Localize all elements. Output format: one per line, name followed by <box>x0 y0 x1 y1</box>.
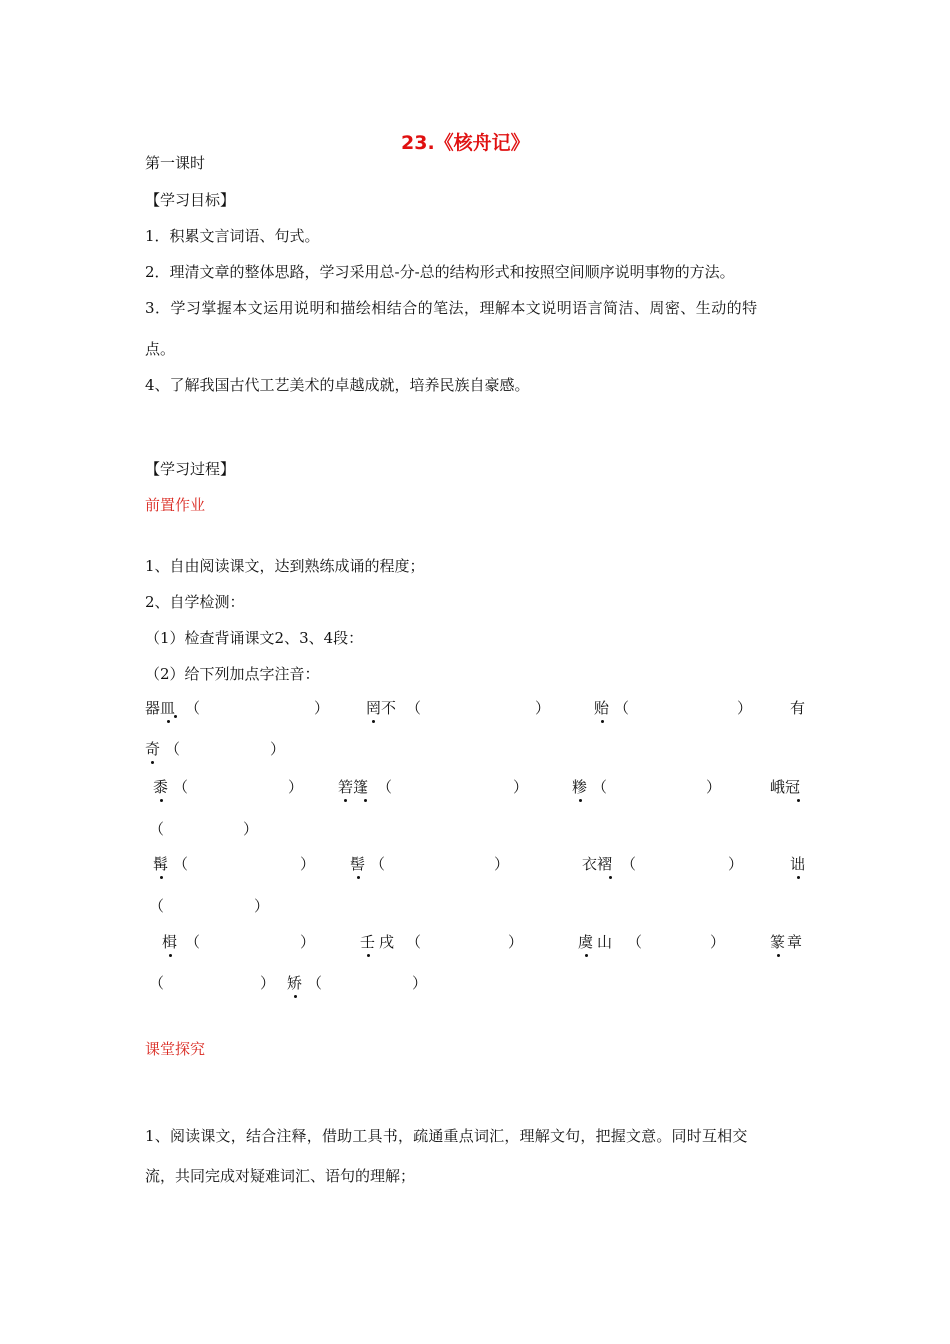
blank-open: （ <box>173 855 189 873</box>
emphasis-dot <box>777 954 780 957</box>
goal-item: 4、了解我国古代工艺美术的卓越成就，培养民族自豪感。 <box>145 376 530 394</box>
emphasis-dot <box>169 954 172 957</box>
blank-open: （ <box>149 897 165 915</box>
blank-open: （ <box>149 820 165 838</box>
pinyin-word: 矫 <box>287 974 303 992</box>
pinyin-word: 奇 <box>145 740 161 758</box>
emphasis-dot <box>357 876 360 879</box>
blank-close: ） <box>513 778 529 796</box>
blank-close: ） <box>412 974 428 992</box>
emphasis-dot <box>601 720 604 723</box>
pinyin-word: 峨冠 <box>770 778 801 796</box>
class-item: 流，共同完成对疑难词汇、语句的理解； <box>145 1167 416 1185</box>
goal-item: 3．学习掌握本文运用说明和描绘相结合的笔法，理解本文说明语言简洁、周密、生动的特 <box>145 299 758 317</box>
blank-open: （ <box>621 855 637 873</box>
pinyin-word: 楫 <box>162 933 178 951</box>
blank-close: ） <box>737 699 753 717</box>
emphasis-dot <box>579 799 582 802</box>
goal-item: 1．积累文言词语、句式。 <box>145 227 320 245</box>
blank-open: （ <box>614 699 630 717</box>
blank-open: （ <box>627 933 643 951</box>
emphasis-dot <box>367 954 370 957</box>
emphasis-dot <box>151 761 154 764</box>
pinyin-word: 诎 <box>790 855 806 873</box>
blank-open: （ <box>149 974 165 992</box>
process-heading: 【学习过程】 <box>145 460 236 478</box>
emphasis-dot <box>797 799 800 802</box>
pinyin-word: 髻 <box>350 855 366 873</box>
emphasis-dot <box>160 799 163 802</box>
pinyin-word: 虞山 <box>578 933 617 951</box>
pinyin-word: 贻 <box>594 699 610 717</box>
preview-item: （2）给下列加点字注音： <box>145 665 320 683</box>
lesson-label: 第一课时 <box>145 154 206 172</box>
blank-close: ） <box>300 855 316 873</box>
blank-close: ） <box>710 933 726 951</box>
pinyin-word: 衣褶 <box>582 855 613 873</box>
preview-item: 1、自由阅读课文，达到熟练成诵的程度； <box>145 557 425 575</box>
blank-close: ） <box>270 740 286 758</box>
blank-close: ） <box>728 855 744 873</box>
pinyin-word: 器皿 <box>145 699 176 717</box>
document-title: 23.《核舟记》 <box>401 132 530 154</box>
blank-open: （ <box>307 974 323 992</box>
pinyin-word: 箬篷 <box>338 778 369 796</box>
blank-close: ） <box>706 778 722 796</box>
blank-close: ） <box>243 820 259 838</box>
goal-item: 点。 <box>145 340 176 358</box>
blank-close: ） <box>535 699 551 717</box>
pinyin-word: 壬戌 <box>360 933 399 951</box>
emphasis-dot <box>167 720 170 723</box>
blank-close: ） <box>254 897 270 915</box>
blank-close: ） <box>314 699 330 717</box>
preview-heading: 前置作业 <box>145 496 206 514</box>
emphasis-dot <box>160 876 163 879</box>
emphasis-dot <box>344 799 347 802</box>
pinyin-word: 有 <box>790 699 806 717</box>
class-item: 1、阅读课文，结合注释，借助工具书，疏通重点词汇，理解文句，把握文意。同时互相交 <box>145 1127 748 1145</box>
goals-heading: 【学习目标】 <box>145 191 236 209</box>
goal-item: 2．理清文章的整体思路，学习采用总-分-总的结构形式和按照空间顺序说明事物的方法。 <box>145 263 735 281</box>
pinyin-word: 髯 <box>153 855 169 873</box>
emphasis-dot <box>294 995 297 998</box>
blank-open: （ <box>185 699 201 717</box>
blank-close: ） <box>288 778 304 796</box>
blank-open: （ <box>592 778 608 796</box>
preview-item: （1）检查背诵课文2、3、4段： <box>145 629 364 647</box>
emphasis-dot <box>797 876 800 879</box>
pinyin-word: 罔不 <box>366 699 397 717</box>
blank-close: ） <box>494 855 510 873</box>
blank-open: （ <box>370 855 386 873</box>
pinyin-word: 篆章 <box>770 933 805 951</box>
emphasis-dot <box>372 720 375 723</box>
class-heading: 课堂探究 <box>145 1040 206 1058</box>
blank-open: （ <box>173 778 189 796</box>
blank-close: ） <box>508 933 524 951</box>
blank-close: ） <box>300 933 316 951</box>
preview-item: 2、自学检测： <box>145 593 245 611</box>
blank-open: （ <box>377 778 393 796</box>
blank-open: （ <box>185 933 201 951</box>
pinyin-word: 糁 <box>572 778 588 796</box>
blank-close: ） <box>260 974 276 992</box>
emphasis-dot <box>609 876 612 879</box>
blank-open: （ <box>406 699 422 717</box>
emphasis-dot <box>585 954 588 957</box>
pinyin-word: 黍 <box>153 778 169 796</box>
emphasis-dot <box>364 799 367 802</box>
blank-open: （ <box>406 933 422 951</box>
blank-open: （ <box>165 740 181 758</box>
